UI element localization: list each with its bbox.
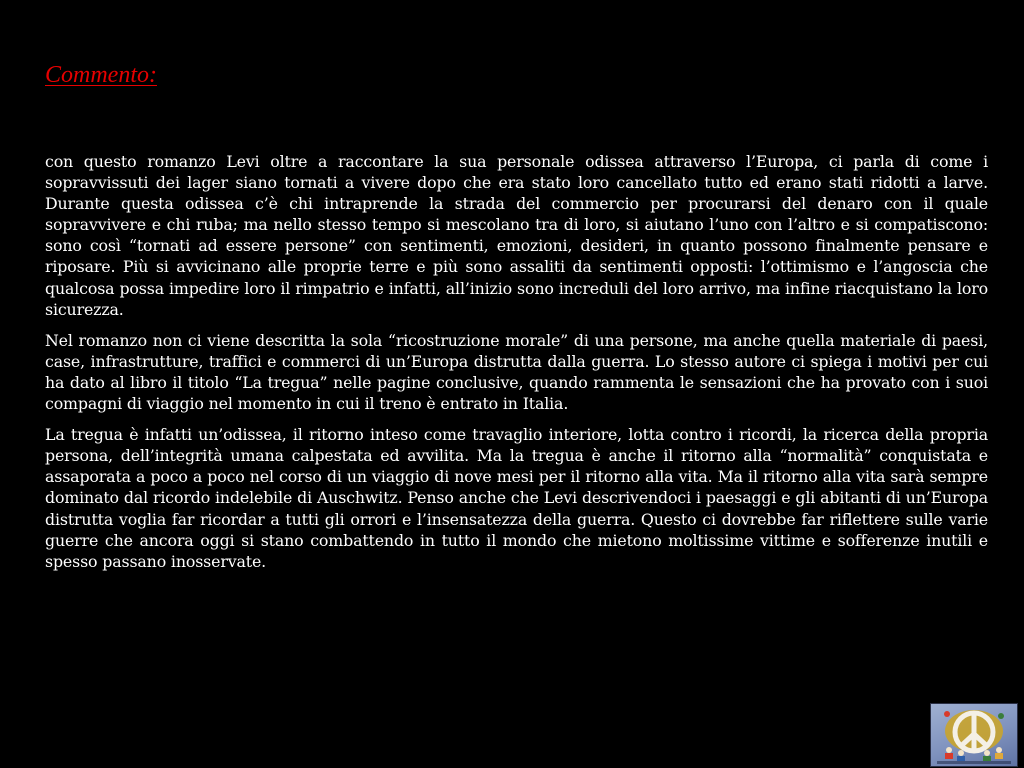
paragraph-2: Nel romanzo non ci viene descritta la sola “ricostruzione morale” di una persone, ma anche quella materiale di paesi, case, infrastrutture, traffici e commerci di un’Europa distrutta dalla guerra. Lo stesso autore ci spiega i motivi per cui ha dato al libro il titolo “La tregua” nelle pagine conclusive, quando rammenta le sensazioni che ha provato con i suoi compagni di viaggio nel momento in cui il treno è entrato in Italia.: [45, 330, 988, 414]
peace-symbol-svg: [931, 704, 1017, 766]
paragraph-1: con questo romanzo Levi oltre a raccontare la sua personale odissea attraverso l’Europa, ci parla di come i sopravvissuti dei lager siano tornati a vivere dopo che era stato loro cancellato tutto ed erano stati ridotti a larve. Durante questa odissea c’è chi intraprende la strada del commercio per procurarsi del denaro con il quale sopravvivere e chi ruba; ma nello stesso tempo si mescolano tra di loro, si aiutano l’uno con l’altro e si compatiscono: sono così “tornati ad essere persone” con sentimenti, emozioni, desideri, in quanto possono finalmente pensare e riposare. Più si avvicinano alle proprie terre e più sono assaliti da sentimenti opposti: l’ottimismo e l’angoscia che qualcosa possa impedire loro il rimpatrio e infatti, all’inizio sono increduli del loro arrivo, ma infine riacquistano la loro sicurezza.: [45, 152, 988, 319]
paragraph-3: La tregua è infatti un’odissea, il ritorno inteso come travaglio interiore, lotta contro i ricordi, la ricerca della propria persona, dell’integrità umana calpestata ed avvilita. Ma la tregua è anche il ritorno alla “normalità” conquistata e assaporata a poco a poco nel corso di un viaggio di nove mesi per il ritorno alla vita. Ma il ritorno alla vita sarà sempre dominato dal ricordo indelebile di Auschwitz. Penso anche che Levi descrivendoci i paesaggi e gli abitanti di un’Europa distrutta voglia far ricordar a tutti gli orrori e l’insensatezza della guerra. Questo ci dovrebbe far riflettere sulle varie guerre che ancora oggi si stano combattendo in tutto il mondo che mietono moltissime vittime e sofferenze inutili e spesso passano inosservate.: [45, 425, 988, 571]
peace-symbol-logo-icon: [930, 703, 1018, 767]
slide-title: Commento:: [45, 62, 157, 88]
slide-body: [45, 151, 988, 582]
